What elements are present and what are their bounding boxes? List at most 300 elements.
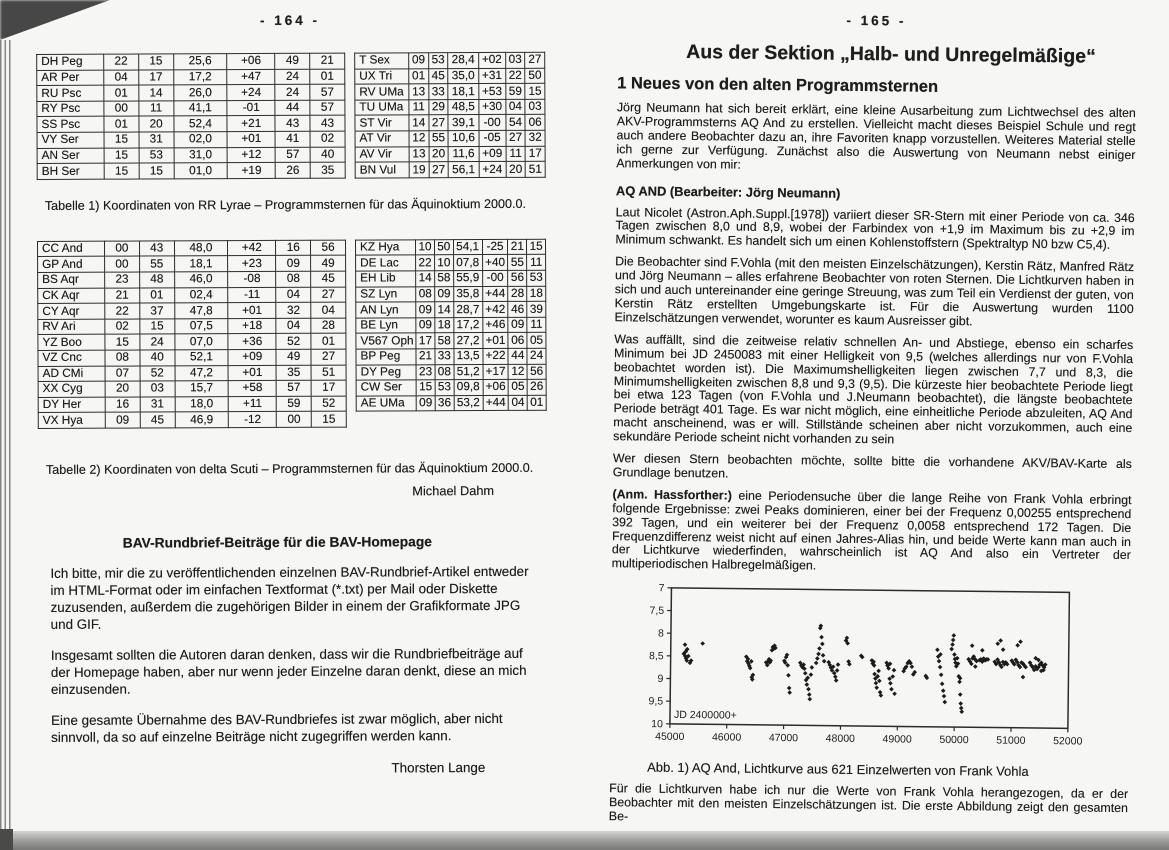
y-tick-label: 10 xyxy=(651,718,663,731)
coordinate-cell: 59 xyxy=(276,396,311,412)
table-row xyxy=(356,286,546,302)
coordinate-cell: 53 xyxy=(428,53,448,69)
x-tick-label: 46000 xyxy=(711,731,742,744)
table2-coordinates-delta-scuti xyxy=(37,238,552,428)
coordinate-cell: 35,0 xyxy=(448,68,478,84)
coordinate-cell: +12 xyxy=(227,147,275,163)
data-point xyxy=(833,675,838,680)
star-name-cell: UX Tri xyxy=(355,68,409,84)
table-row xyxy=(37,162,345,179)
table-row xyxy=(38,302,346,319)
table-row xyxy=(38,255,346,272)
coordinate-cell: 32 xyxy=(276,302,311,318)
coordinate-cell: 00 xyxy=(277,412,312,428)
coordinate-cell: 20 xyxy=(105,381,140,397)
y-tick-label: 7,5 xyxy=(649,605,665,618)
table-row xyxy=(355,68,545,84)
data-point xyxy=(951,638,956,643)
coordinate-cell: 26 xyxy=(527,379,546,395)
star-name-cell: CK Aqr xyxy=(38,288,105,304)
data-point xyxy=(810,665,815,670)
table-row xyxy=(38,365,346,382)
coordinate-cell: +19 xyxy=(227,163,275,179)
table-row xyxy=(37,84,345,101)
coordinate-cell: -00 xyxy=(479,115,506,131)
data-point xyxy=(995,642,1000,647)
table-row xyxy=(355,115,545,131)
page-165 xyxy=(591,10,1155,830)
coordinate-cell: 00 xyxy=(104,101,139,117)
coordinate-cell: 33 xyxy=(435,349,454,365)
data-point xyxy=(935,648,940,653)
data-point xyxy=(892,692,897,697)
coordinate-cell: 11,6 xyxy=(448,146,478,162)
paragraph-nicolet: Laut Nicolet (Astron.Aph.Suppl.[1978]) variiert dieser SR-Stern mit einer Periode von ca. 346 Tagen zwischen 8,0 und 8,9, wobei der Farbindex von +1,9 im Maximum bis zu +2,9 im Minimum schwankt. Es handelt sich um einen Kohlenstoffstern (Spektraltyp N0 bzw C5,4). xyxy=(615,204,1135,253)
coordinate-cell: 56 xyxy=(311,240,346,256)
page-165-content xyxy=(591,10,1155,830)
coordinate-cell: 11 xyxy=(527,317,546,333)
coordinate-cell: 15 xyxy=(311,411,346,427)
data-point xyxy=(817,646,822,651)
star-name-cell: DH Peg xyxy=(37,54,104,70)
coordinate-cell: 04 xyxy=(276,287,311,303)
star-name-cell: AN Lyn xyxy=(356,302,416,318)
coordinate-cell: 11 xyxy=(527,255,546,271)
table-row xyxy=(37,116,345,133)
coordinate-cell: 04 xyxy=(276,318,311,334)
data-point xyxy=(1018,640,1023,645)
star-name-cell: BN Vul xyxy=(355,162,409,178)
coordinate-cell: 00 xyxy=(104,241,139,257)
coordinate-cell: 48 xyxy=(139,272,174,288)
star-name-cell: VY Ser xyxy=(37,132,104,148)
coordinate-cell: 18 xyxy=(527,286,546,302)
coordinate-cell: 31 xyxy=(139,132,174,148)
star-name-cell: AD CMi xyxy=(38,366,105,382)
coordinate-cell: 17 xyxy=(311,380,346,396)
coordinate-cell: +06 xyxy=(483,380,509,396)
star-name-cell: TU UMa xyxy=(355,100,409,116)
coordinate-cell: 21 xyxy=(416,349,435,365)
data-point xyxy=(878,690,883,695)
coordinate-cell: 14 xyxy=(409,115,429,131)
coordinate-cell: 21 xyxy=(310,53,345,69)
coordinate-cell: 14 xyxy=(416,271,435,287)
coordinate-cell: 12 xyxy=(508,364,527,380)
coordinate-cell: 18,1 xyxy=(174,256,228,272)
coordinate-cell: 28,4 xyxy=(448,53,478,69)
coordinate-cell: +30 xyxy=(478,99,505,115)
coordinate-cell: 18 xyxy=(435,317,454,333)
data-point xyxy=(970,644,975,649)
scan-edge-left-lines xyxy=(0,40,11,834)
data-point xyxy=(1001,648,1006,653)
coordinate-cell: 07 xyxy=(105,366,140,382)
data-point xyxy=(892,668,897,673)
coordinate-cell: 15 xyxy=(527,239,546,255)
coordinate-cell: 13 xyxy=(409,146,429,162)
coordinate-cell: 18,0 xyxy=(175,396,229,412)
table-row xyxy=(38,271,346,288)
coordinate-cell: 07,8 xyxy=(453,255,482,271)
table-row xyxy=(356,301,546,317)
coordinate-cell: 12 xyxy=(409,131,429,147)
coordinate-cell: 24 xyxy=(275,69,310,85)
table-row xyxy=(38,318,346,335)
data-point xyxy=(1015,643,1020,648)
coordinate-cell: 55 xyxy=(508,255,527,271)
page-number-right: - 165 - xyxy=(846,12,907,29)
data-point xyxy=(942,700,947,705)
coordinate-cell: 58 xyxy=(435,271,454,287)
jd-offset-label: JD 2400000+ xyxy=(673,709,737,722)
y-tick-label: 8,5 xyxy=(648,650,664,663)
coordinate-cell: 27 xyxy=(429,162,449,178)
table1-left xyxy=(36,53,346,180)
coordinate-cell: +46 xyxy=(482,317,508,333)
x-tick-label: 50000 xyxy=(939,734,969,747)
data-point xyxy=(888,681,893,686)
coordinate-cell: 09 xyxy=(508,317,527,333)
coordinate-cell: 53,2 xyxy=(454,395,483,411)
coordinate-cell: 22 xyxy=(505,68,525,84)
coordinate-cell: 27 xyxy=(311,287,346,303)
data-point xyxy=(814,661,819,666)
coordinate-cell: 29 xyxy=(429,99,449,115)
data-point xyxy=(804,683,809,688)
coordinate-cell: 02,0 xyxy=(174,132,228,148)
coordinate-cell: 02 xyxy=(105,319,140,335)
coordinate-cell: 45 xyxy=(140,412,175,428)
coordinate-cell: +47 xyxy=(227,69,275,85)
coordinate-cell: 20 xyxy=(506,161,526,177)
data-point xyxy=(787,691,792,696)
star-name-cell: VZ Cnc xyxy=(38,350,105,366)
table-row xyxy=(355,146,545,162)
coordinate-cell: 43 xyxy=(275,116,310,132)
star-name-cell: VX Hya xyxy=(38,412,105,428)
data-point xyxy=(941,689,946,694)
homepage-section-heading: BAV-Rundbrief-Beiträge für die BAV-Homepage xyxy=(122,534,432,551)
y-tick-label: 9,5 xyxy=(648,695,664,708)
table-row xyxy=(356,333,546,349)
coordinate-cell: 46,9 xyxy=(175,412,229,428)
star-name-cell: CY Aqr xyxy=(38,303,105,319)
y-tick-label: 7 xyxy=(658,582,665,595)
homepage-paragraph-3: Eine gesamte Übernahme des BAV-Rundbriefes ist zwar möglich, aber nicht sinnvoll, da so auf einzelne Beiträge nicht zugegriffen werden kann. xyxy=(51,710,503,745)
coordinate-cell: 53 xyxy=(435,380,454,396)
coordinate-cell: 01 xyxy=(139,287,174,303)
coordinate-cell: 28 xyxy=(311,318,346,334)
coordinate-cell: 51 xyxy=(311,365,346,381)
coordinate-cell: 04 xyxy=(311,302,346,318)
data-point xyxy=(821,653,826,658)
data-point xyxy=(879,693,884,698)
homepage-paragraph-1: Ich bitte, mir die zu veröffentlichenden einzelnen BAV-Rundbrief-Artikel entweder im HTML-Format oder im einfachen Textformat (*.txt) per Mail oder Diskette zuzusenden, außerdem die zugehörigen Bilder in einem der Grafikformate JPG und GIF. xyxy=(50,563,529,632)
star-name-cell: YZ Boo xyxy=(38,334,105,350)
coordinate-cell: 27 xyxy=(506,130,526,146)
data-point xyxy=(874,686,879,691)
heading-neues-programmsterne: 1 Neues von den alten Programmsternen xyxy=(617,74,939,96)
star-name-cell: CC And xyxy=(37,241,104,257)
data-point xyxy=(950,642,955,647)
paragraph-auffaellt: Was auffällt, sind die zeitweise relativ schnellen An- und Abstiege, ebenso ein scharfes Minimum bei JD 2450083 mit einer Helligkeit von 9,5 (welches allerdings nur von F.Vohla beobachtet worden ist). Die Maximumshelligkeiten liegen zwischen 7,7 und 8,3, die Minimumshelligkeiten zwischen 8,8 und 9,3 (9,5). Die kürzeste hier beobachtete Periode liegt bei etwa 123 Tagen (von F.Vohla und J.Neumann beobachtet), die längste beobachtete Periode beträgt 401 Tage. Es war nicht möglich, eine einheitliche Periode abzuleiten, AQ And macht anscheinend, was er will. Stillstände scheinen aber nicht vorzukommen, auch eine sekundäre Periode scheint nicht vorhanden zu sein xyxy=(613,331,1134,447)
coordinate-cell: 17 xyxy=(416,333,435,349)
coordinate-cell: 35 xyxy=(276,365,311,381)
coordinate-cell: 09 xyxy=(416,302,435,318)
star-name-cell: T Sex xyxy=(355,53,409,69)
coordinate-cell: 15 xyxy=(105,334,140,350)
star-name-cell: AE UMa xyxy=(356,396,416,412)
coordinate-cell: 01 xyxy=(104,85,139,101)
coordinate-cell: 07,5 xyxy=(174,318,228,334)
anm-rest: eine Periodensuche über die lange Reihe von Frank Vohla erbringt folgende Ergebnisse: zwei Peaks dominieren, einer bei der Frequenz 0,00255 entsprechend 392 Tagen, und ein weiterer bei der Frequenz 0,0058 entsprechend 172 Tagen. Die Frequenzdifferenz weist nicht auf einen Jahres-Alias hin, und beide Werte kann man auch in der Lichtkurve wiederfinden, wahrscheinlich ist AQ And also ein Vertreter der multiperiodischen Halbregelmäßigen. xyxy=(611,488,1132,573)
coordinate-cell: 27 xyxy=(525,52,545,68)
coordinate-cell: +11 xyxy=(228,396,276,412)
coordinate-cell: 20 xyxy=(429,146,449,162)
figure-caption: Abb. 1) AQ And, Lichtkurve aus 621 Einzelwerten von Frank Vohla xyxy=(647,759,1029,780)
author-michael-dahm: Michael Dahm xyxy=(412,482,495,499)
coordinate-cell: 57 xyxy=(276,380,311,396)
coordinate-cell: -05 xyxy=(479,130,506,146)
plot-frame xyxy=(670,588,1070,729)
page-number-left: - 164 - xyxy=(259,12,321,28)
coordinate-cell: 59 xyxy=(506,84,526,100)
coordinate-cell: 14 xyxy=(139,85,174,101)
coordinate-cell: 55 xyxy=(429,131,449,147)
coordinate-cell: 02 xyxy=(310,131,345,147)
coordinate-cell: 15 xyxy=(104,148,139,164)
x-tick-label: 48000 xyxy=(825,732,855,746)
coordinate-cell: 56 xyxy=(508,270,527,286)
coordinate-cell: 06 xyxy=(525,115,545,131)
coordinate-cell: 09 xyxy=(416,317,435,333)
coordinate-cell: 36 xyxy=(435,395,454,411)
coordinate-cell: 22 xyxy=(416,255,435,271)
data-point xyxy=(822,659,827,664)
coordinate-cell: 51 xyxy=(525,161,545,177)
coordinate-cell: 03 xyxy=(505,52,525,68)
table2-right xyxy=(355,239,547,412)
coordinate-cell: 11 xyxy=(139,101,174,117)
data-point xyxy=(809,673,814,678)
coordinate-cell: 08 xyxy=(435,364,454,380)
coordinate-cell: 10 xyxy=(434,255,453,271)
coordinate-cell: 14 xyxy=(435,302,454,318)
table-row xyxy=(355,99,545,115)
coordinate-cell: +42 xyxy=(482,302,508,318)
coordinate-cell: 17,2 xyxy=(173,69,227,85)
data-point xyxy=(958,692,963,697)
y-tick-label: 8 xyxy=(658,627,664,640)
data-point xyxy=(951,633,956,638)
coordinate-cell: 21 xyxy=(508,239,527,255)
coordinate-cell: 09 xyxy=(105,412,140,428)
coordinate-cell: 17 xyxy=(139,69,174,85)
coordinate-cell: 50 xyxy=(525,68,545,84)
star-name-cell: AV Vir xyxy=(355,146,409,162)
coordinate-cell: 41,1 xyxy=(173,100,227,116)
coordinate-cell: 01 xyxy=(527,395,546,411)
data-point xyxy=(874,681,879,686)
data-point xyxy=(700,641,705,646)
coordinate-cell: 52 xyxy=(140,365,175,381)
table1-caption: Tabelle 1) Koordinaten von RR Lyrae – Programmsternen für das Äquinoktium 2000.0. xyxy=(44,196,527,213)
coordinate-cell: 01 xyxy=(311,333,346,349)
data-point xyxy=(998,639,1003,644)
coordinate-cell: 09 xyxy=(409,53,429,69)
table1-coordinates-rr-lyrae xyxy=(36,52,551,180)
coordinate-cell: 02,4 xyxy=(174,287,228,303)
coordinate-cell: 54 xyxy=(506,115,526,131)
star-name-cell: DE Lac xyxy=(356,255,416,271)
coordinate-cell: 27,2 xyxy=(454,333,483,349)
coordinate-cell: 26 xyxy=(275,162,310,178)
table-row xyxy=(356,348,546,364)
table2-caption: Tabelle 2) Koordinaten von delta Scuti – Programmsternen für das Äquinoktium 2000.0. xyxy=(45,460,534,477)
coordinate-cell: 57 xyxy=(310,100,345,116)
coordinate-cell: 10,6 xyxy=(448,131,478,147)
paragraph-wer-beobachten: Wer diesen Stern beobachten möchte, sollte bitte die vorhandene AKV/BAV-Karte als Grundlage benutzen. xyxy=(612,451,1132,481)
coordinate-cell: 15,7 xyxy=(175,381,229,397)
coordinate-cell: 23 xyxy=(416,364,435,380)
coordinate-cell: +01 xyxy=(227,131,275,147)
coordinate-cell: 40 xyxy=(310,147,345,163)
coordinate-cell: +09 xyxy=(228,349,276,365)
coordinate-cell: 39 xyxy=(527,301,546,317)
scan-edge-bottom-left-corner xyxy=(0,829,13,850)
table-row xyxy=(37,240,345,257)
coordinate-cell: +02 xyxy=(478,52,505,68)
coordinate-cell: 55,9 xyxy=(453,270,482,286)
coordinate-cell: -01 xyxy=(227,100,275,116)
data-point xyxy=(787,686,792,691)
star-name-cell: EH Lib xyxy=(356,271,416,287)
coordinate-cell: 35,8 xyxy=(453,286,482,302)
data-point xyxy=(876,669,881,674)
table-row xyxy=(355,130,545,146)
coordinate-cell: -25 xyxy=(482,239,508,255)
star-name-cell: AT Vir xyxy=(355,131,409,147)
coordinate-cell: 24 xyxy=(527,348,546,364)
author-thorsten-lange: Thorsten Lange xyxy=(391,759,486,776)
coordinate-cell: 15 xyxy=(104,132,139,148)
star-name-cell: BP Peg xyxy=(356,349,416,365)
coordinate-cell: 47,2 xyxy=(175,365,229,381)
coordinate-cell: 44 xyxy=(275,100,310,116)
coordinate-cell: 55 xyxy=(139,256,174,272)
data-point xyxy=(803,671,808,676)
data-point xyxy=(952,652,957,657)
table-row xyxy=(355,52,545,68)
data-point xyxy=(836,662,841,667)
coordinate-cell: +21 xyxy=(227,116,275,132)
data-point xyxy=(816,652,821,657)
coordinate-cell: 33 xyxy=(428,84,448,100)
data-point xyxy=(877,679,882,684)
coordinate-cell: 26,0 xyxy=(173,85,227,101)
coordinate-cell: 43 xyxy=(139,241,174,257)
table-row xyxy=(37,147,345,164)
data-point xyxy=(807,697,812,702)
table-row xyxy=(355,239,545,255)
data-point xyxy=(834,678,839,683)
coordinate-cell: -08 xyxy=(228,271,276,287)
data-point xyxy=(940,682,945,687)
coordinate-cell: +01 xyxy=(482,333,508,349)
coordinate-cell: +31 xyxy=(478,68,505,84)
data-point xyxy=(815,656,820,661)
coordinate-cell: 07,0 xyxy=(174,334,228,350)
coordinate-cell: -11 xyxy=(228,287,276,303)
star-name-cell: BS Aqr xyxy=(38,272,105,288)
x-tick-label: 52000 xyxy=(1053,735,1083,748)
coordinate-cell: 25,6 xyxy=(173,54,227,70)
paragraph-beobachter: Die Beobachter sind F.Vohla (mit den meisten Einzelschätzungen), Kerstin Rätz, Manfred Rätz und Jörg Neumann – alles erfahrene Beobachter von roten Sternen. Die Lichtkurven haben in sich und auch untereinander eine geringe Streuung, was zum Teil ein Verdienst der guten, von Kerstin Rätz erstellten Umgebungskarte ist. Für die Auswertung wurden 1100 Einzelschätzungen verwendet, worunter es kaum Ausreisser gibt. xyxy=(614,254,1135,329)
coordinate-cell: 23 xyxy=(105,272,140,288)
table-row xyxy=(356,379,546,395)
coordinate-cell: 09,8 xyxy=(454,380,483,396)
coordinate-cell: 05 xyxy=(509,379,528,395)
coordinate-cell: 09 xyxy=(435,286,454,302)
coordinate-cell: 10 xyxy=(416,239,435,255)
coordinate-cell: 15 xyxy=(139,163,174,179)
data-point xyxy=(939,673,944,678)
data-point xyxy=(835,668,840,673)
data-point xyxy=(980,648,985,653)
star-name-cell: V567 Oph xyxy=(356,333,416,349)
data-point xyxy=(786,673,791,678)
data-point xyxy=(959,706,964,711)
coordinate-cell: 28,7 xyxy=(453,302,482,318)
data-point xyxy=(937,659,942,664)
star-heading-aq-and: AQ AND (Bearbeiter: Jörg Neumann) xyxy=(615,182,841,201)
coordinate-cell: +24 xyxy=(479,162,506,178)
paragraph-anm-hassforther xyxy=(612,488,1132,577)
coordinate-cell: 03 xyxy=(140,381,175,397)
coordinate-cell: 57 xyxy=(310,84,345,100)
coordinate-cell: 46,0 xyxy=(174,272,228,288)
coordinate-cell: +01 xyxy=(228,303,276,319)
coordinate-cell: 00 xyxy=(105,256,140,272)
coordinate-cell: +44 xyxy=(482,286,508,302)
x-tick-label: 51000 xyxy=(996,734,1026,748)
x-tick-label: 47000 xyxy=(768,732,799,745)
coordinate-cell: 56,1 xyxy=(448,162,478,178)
anm-lead: (Anm. Hassforther:) xyxy=(612,487,732,503)
coordinate-cell: 43 xyxy=(310,116,345,132)
table-row xyxy=(37,131,345,148)
table-row xyxy=(355,83,545,99)
coordinate-cell: 15 xyxy=(138,54,173,70)
coordinate-cell: 13,5 xyxy=(454,348,483,364)
y-tick-label: 9 xyxy=(657,673,664,686)
star-name-cell: SS Psc xyxy=(37,117,104,133)
coordinate-cell: +23 xyxy=(228,256,276,272)
star-name-cell: SZ Lyn xyxy=(356,286,416,302)
coordinate-cell: +22 xyxy=(483,348,509,364)
star-name-cell: ST Vir xyxy=(355,115,409,131)
table-row xyxy=(356,317,546,333)
coordinate-cell: +06 xyxy=(227,53,275,69)
table-row xyxy=(38,396,346,413)
coordinate-cell: 32 xyxy=(525,130,545,146)
coordinate-cell: 15 xyxy=(416,380,435,396)
coordinate-cell: 51,2 xyxy=(454,364,483,380)
coordinate-cell: 53 xyxy=(139,147,174,163)
star-name-cell: KZ Hya xyxy=(355,240,415,256)
coordinate-cell: 16 xyxy=(105,397,140,413)
